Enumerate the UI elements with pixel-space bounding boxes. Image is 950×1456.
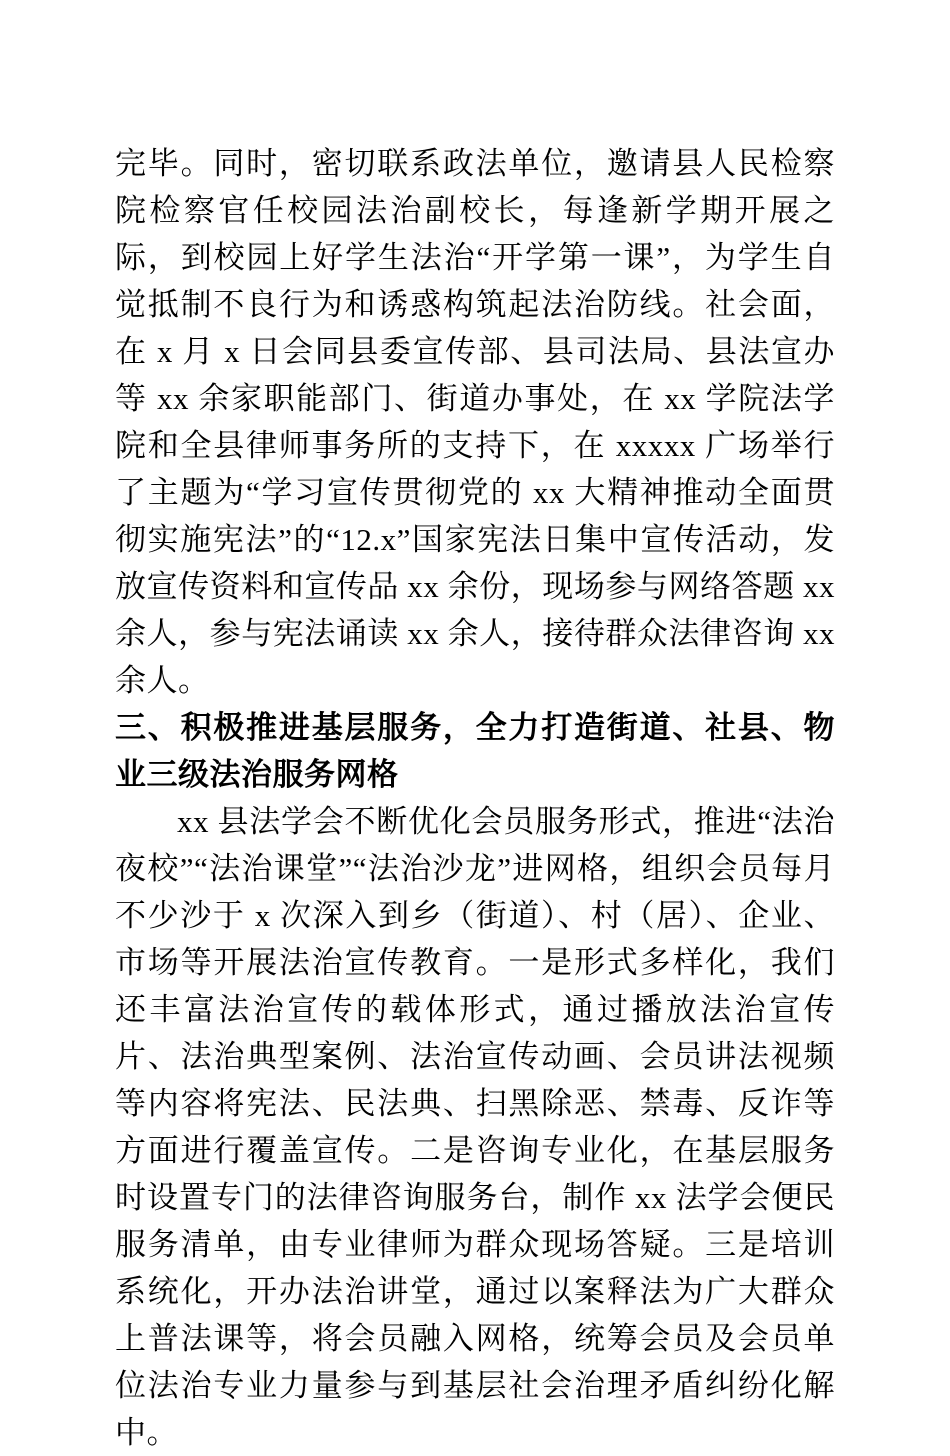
section-heading: 三、积极推进基层服务，全力打造街道、社县、物业三级法治服务网格 [115,710,835,792]
paragraph-body: xx 县法学会不断优化会员服务形式，推进“法治夜校”“法治课堂”“法治沙龙”进网格，组织会员每月不少沙于 x 次深入到乡（街道）、村（居）、企业、市场等开展法治宣传教育。一是形式多样化，我们还丰富法治宣传的载体形式，通过播放法治宣传片、法治典型案例、法治宣传动画、会员讲法视频等内容将宪法、民法典、扫黑除恶、禁毒、反诈等方面进行覆盖宣传。二是咨询专业化，在基层服务时设置专门的法律咨询服务台，制作 xx 法学会便民服务清单，由专业律师为群众现场答疑。三是培训系统化，开办法治讲堂，通过以案释法为广大群众上普法课等，将会员融入网格，统筹会员及会员单位法治专业力量参与到基层社会治理矛盾纠纷化解中。 [115,804,835,1450]
paragraph-continuation: 完毕。同时，密切联系政法单位，邀请县人民检察院检察官任校园法治副校长，每逢新学期开展之际，到校园上好学生法治“开学第一课”，为学生自觉抵制不良行为和诱惑构筑起法治防线。社会面，在 x 月 x 日会同县委宣传部、县司法局、县法宣办等 xx 余家职能部门、街道办事处，在 xx 学院法学院和全县律师事务所的支持下，在 xxxxx 广场举行了主题为“学习宣传贯彻党的 xx 大精神推动全面贯彻实施宪法”的“12.x”国家宪法日集中宣传活动，发放宣传资料和宣传品 xx 余份，现场参与网络答题 xx 余人，参与宪法诵读 xx 余人，接待群众法律咨询 xx 余人。 [115,146,835,698]
